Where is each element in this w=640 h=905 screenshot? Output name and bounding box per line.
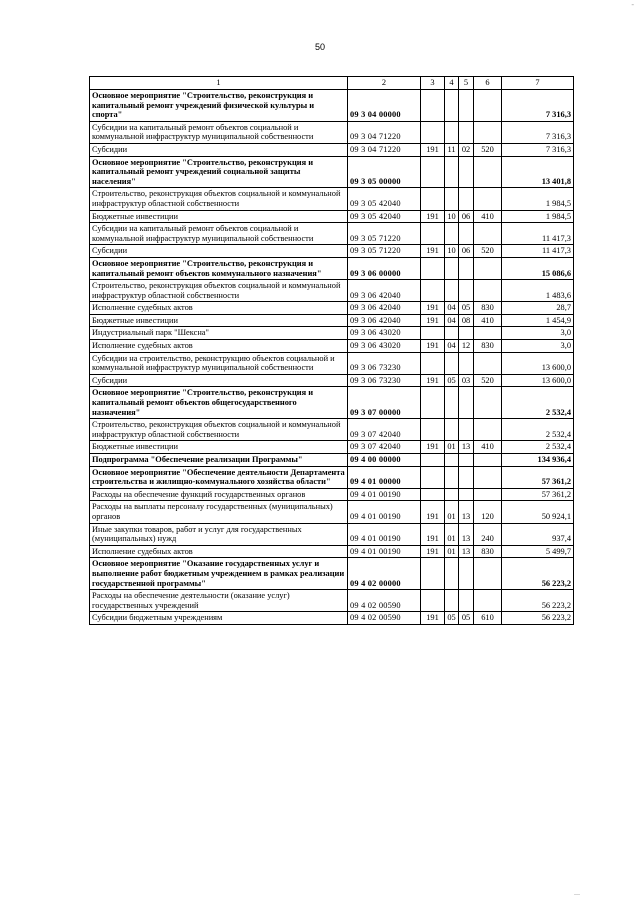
row-col4: 10 <box>445 245 459 258</box>
row-col4 <box>445 223 459 245</box>
col-header-6: 6 <box>474 77 502 90</box>
row-sum: 5 499,7 <box>502 545 574 558</box>
row-code: 09 3 06 42040 <box>348 302 421 315</box>
row-sum: 2 532,4 <box>502 387 574 419</box>
row-col5 <box>459 419 474 441</box>
table-row <box>90 327 574 340</box>
row-col4 <box>445 188 459 210</box>
row-code: 09 3 05 71220 <box>348 223 421 245</box>
row-col4: 01 <box>445 545 459 558</box>
row-name: Расходы на выплаты персоналу государственных (муниципальных) органов <box>90 501 348 523</box>
table-row <box>90 302 574 315</box>
col-header-5: 5 <box>459 77 474 90</box>
row-name: Субсидии <box>90 245 348 258</box>
table-row <box>90 488 574 501</box>
row-code: 09 3 06 00000 <box>348 257 421 279</box>
row-name: Субсидии на капитальный ремонт объектов социальной и коммунальной инфраструктур муниципальной собственности <box>90 121 348 143</box>
row-col3: 191 <box>421 302 445 315</box>
table-row <box>90 188 574 210</box>
row-col5 <box>459 488 474 501</box>
row-col6: 120 <box>474 501 502 523</box>
row-code: 09 4 01 00190 <box>348 523 421 545</box>
table-row <box>90 257 574 279</box>
row-sum: 57 361,2 <box>502 488 574 501</box>
row-name: Субсидии бюджетным учреждениям <box>90 612 348 625</box>
row-name: Иные закупки товаров, работ и услуг для государственных (муниципальных) нужд <box>90 523 348 545</box>
col-header-7: 7 <box>502 77 574 90</box>
table-row <box>90 314 574 327</box>
row-col5 <box>459 558 474 590</box>
row-col5 <box>459 90 474 122</box>
row-code: 09 3 04 71220 <box>348 121 421 143</box>
table-row <box>90 210 574 223</box>
table-row <box>90 340 574 353</box>
row-code: 09 3 06 42040 <box>348 280 421 302</box>
row-col6: 520 <box>474 374 502 387</box>
table-row <box>90 245 574 258</box>
row-col5: 05 <box>459 612 474 625</box>
row-col4 <box>445 387 459 419</box>
row-code: 09 3 07 42040 <box>348 419 421 441</box>
row-col6: 410 <box>474 441 502 454</box>
row-name: Основное мероприятие "Строительство, реконструкция и капитальный ремонт учреждений физической культуры и спорта" <box>90 90 348 122</box>
row-col4 <box>445 121 459 143</box>
row-col4 <box>445 352 459 374</box>
row-col6 <box>474 156 502 188</box>
table-row <box>90 280 574 302</box>
row-sum: 13 600,0 <box>502 374 574 387</box>
row-sum: 28,7 <box>502 302 574 315</box>
row-sum: 56 223,2 <box>502 590 574 612</box>
row-code: 09 3 06 43020 <box>348 327 421 340</box>
row-name: Строительство, реконструкция объектов социальной и коммунальной инфраструктур областной собственности <box>90 280 348 302</box>
row-name: Исполнение судебных актов <box>90 340 348 353</box>
row-sum: 15 086,6 <box>502 257 574 279</box>
header-row <box>90 77 574 90</box>
row-sum: 7 316,3 <box>502 90 574 122</box>
bottom-mark: ... <box>574 888 580 897</box>
row-col5 <box>459 454 474 467</box>
row-col5 <box>459 590 474 612</box>
row-col4 <box>445 454 459 467</box>
row-col6 <box>474 280 502 302</box>
row-code: 09 3 05 71220 <box>348 245 421 258</box>
row-name: Бюджетные инвестиции <box>90 210 348 223</box>
row-col4 <box>445 156 459 188</box>
row-col4: 10 <box>445 210 459 223</box>
row-sum: 937,4 <box>502 523 574 545</box>
table-row <box>90 143 574 156</box>
row-col5: 05 <box>459 302 474 315</box>
row-code: 09 3 05 00000 <box>348 156 421 188</box>
row-col6 <box>474 90 502 122</box>
row-col5 <box>459 223 474 245</box>
row-name: Субсидии <box>90 143 348 156</box>
row-code: 09 3 07 42040 <box>348 441 421 454</box>
row-col3: 191 <box>421 441 445 454</box>
row-col3 <box>421 156 445 188</box>
row-name: Расходы на обеспечение деятельности (оказание услуг) государственных учреждений <box>90 590 348 612</box>
row-name: Основное мероприятие "Строительство, реконструкция и капитальный ремонт учреждений социальной защиты населения" <box>90 156 348 188</box>
row-sum: 3,0 <box>502 327 574 340</box>
table-body <box>90 90 574 625</box>
row-sum: 2 532,4 <box>502 419 574 441</box>
row-col3: 191 <box>421 501 445 523</box>
row-col3 <box>421 488 445 501</box>
row-col3: 191 <box>421 340 445 353</box>
row-col5: 13 <box>459 523 474 545</box>
table-row <box>90 441 574 454</box>
row-code: 09 4 01 00190 <box>348 545 421 558</box>
row-col5: 02 <box>459 143 474 156</box>
row-col4: 05 <box>445 374 459 387</box>
row-code: 09 4 01 00190 <box>348 501 421 523</box>
row-code: 09 4 02 00590 <box>348 612 421 625</box>
row-col6 <box>474 327 502 340</box>
row-name: Бюджетные инвестиции <box>90 441 348 454</box>
row-col6 <box>474 188 502 210</box>
row-code: 09 3 06 43020 <box>348 340 421 353</box>
row-name: Основное мероприятие "Оказание государственных услуг и выполнение работ бюджетным учреждением в рамках реализации государственной программы" <box>90 558 348 590</box>
row-name: Основное мероприятие "Строительство, реконструкция и капитальный ремонт объектов общегосударственного назначения" <box>90 387 348 419</box>
row-code: 09 3 05 42040 <box>348 188 421 210</box>
table-row <box>90 374 574 387</box>
row-sum: 1 483,6 <box>502 280 574 302</box>
row-col3 <box>421 327 445 340</box>
row-col6: 610 <box>474 612 502 625</box>
row-code: 09 4 01 00190 <box>348 488 421 501</box>
row-col6 <box>474 558 502 590</box>
row-col5 <box>459 156 474 188</box>
row-sum: 1 984,5 <box>502 210 574 223</box>
row-col3 <box>421 223 445 245</box>
row-col6 <box>474 257 502 279</box>
row-col5 <box>459 387 474 419</box>
table-row <box>90 501 574 523</box>
row-col5 <box>459 257 474 279</box>
row-col3 <box>421 387 445 419</box>
row-col4 <box>445 327 459 340</box>
row-col6 <box>474 488 502 501</box>
row-sum: 1 454,9 <box>502 314 574 327</box>
row-col3: 191 <box>421 245 445 258</box>
table-row <box>90 545 574 558</box>
row-sum: 13 401,8 <box>502 156 574 188</box>
row-col3: 191 <box>421 314 445 327</box>
row-col3 <box>421 558 445 590</box>
row-col4 <box>445 280 459 302</box>
row-col3 <box>421 466 445 488</box>
row-col6 <box>474 352 502 374</box>
row-sum: 2 532,4 <box>502 441 574 454</box>
row-col5: 08 <box>459 314 474 327</box>
row-col3 <box>421 419 445 441</box>
row-col5: 06 <box>459 210 474 223</box>
row-name: Индустриальный парк "Шексна" <box>90 327 348 340</box>
row-col6: 410 <box>474 314 502 327</box>
table-row <box>90 156 574 188</box>
row-col5: 12 <box>459 340 474 353</box>
row-code: 09 4 02 00000 <box>348 558 421 590</box>
row-col5 <box>459 280 474 302</box>
row-col6: 240 <box>474 523 502 545</box>
row-name: Субсидии на капитальный ремонт объектов социальной и коммунальной инфраструктур муниципальной собственности <box>90 223 348 245</box>
table-row <box>90 90 574 122</box>
row-col6: 410 <box>474 210 502 223</box>
row-col3 <box>421 257 445 279</box>
row-col4 <box>445 257 459 279</box>
row-sum: 13 600,0 <box>502 352 574 374</box>
row-col6 <box>474 419 502 441</box>
row-col6 <box>474 466 502 488</box>
table-row <box>90 523 574 545</box>
row-sum: 7 316,3 <box>502 121 574 143</box>
row-col3 <box>421 352 445 374</box>
row-sum: 56 223,2 <box>502 612 574 625</box>
row-name: Субсидии <box>90 374 348 387</box>
row-col5 <box>459 352 474 374</box>
row-sum: 134 936,4 <box>502 454 574 467</box>
row-col3 <box>421 188 445 210</box>
table-row <box>90 419 574 441</box>
row-code: 09 3 07 00000 <box>348 387 421 419</box>
row-col4 <box>445 90 459 122</box>
table-row <box>90 466 574 488</box>
budget-table <box>89 76 574 625</box>
row-name: Основное мероприятие "Строительство, реконструкция и капитальный ремонт объектов коммунального назначения" <box>90 257 348 279</box>
row-col6 <box>474 387 502 419</box>
row-sum: 11 417,3 <box>502 223 574 245</box>
row-col3 <box>421 121 445 143</box>
row-col5: 13 <box>459 545 474 558</box>
table-row <box>90 558 574 590</box>
table-row <box>90 454 574 467</box>
row-col4 <box>445 466 459 488</box>
row-col3: 191 <box>421 523 445 545</box>
row-col4: 04 <box>445 302 459 315</box>
row-col4: 01 <box>445 441 459 454</box>
row-code: 09 3 06 42040 <box>348 314 421 327</box>
row-sum: 1 984,5 <box>502 188 574 210</box>
corner-mark: - <box>631 0 634 9</box>
row-name: Исполнение судебных актов <box>90 302 348 315</box>
row-sum: 50 924,1 <box>502 501 574 523</box>
row-sum: 56 223,2 <box>502 558 574 590</box>
row-col5: 13 <box>459 441 474 454</box>
row-col5: 06 <box>459 245 474 258</box>
row-name: Исполнение судебных актов <box>90 545 348 558</box>
row-name: Основное мероприятие "Обеспечение деятельности Департамента строительства и жилищно-коммунального хозяйства области" <box>90 466 348 488</box>
row-name: Бюджетные инвестиции <box>90 314 348 327</box>
row-col4: 04 <box>445 314 459 327</box>
row-col5 <box>459 121 474 143</box>
row-col6 <box>474 590 502 612</box>
row-sum: 57 361,2 <box>502 466 574 488</box>
row-code: 09 3 06 73230 <box>348 374 421 387</box>
row-col4: 05 <box>445 612 459 625</box>
col-header-1: 1 <box>90 77 348 90</box>
row-col5 <box>459 327 474 340</box>
table-row <box>90 121 574 143</box>
row-code: 09 3 05 42040 <box>348 210 421 223</box>
row-col4: 01 <box>445 501 459 523</box>
row-col3: 191 <box>421 545 445 558</box>
row-name: Субсидии на строительство, реконструкцию объектов социальной и коммунальной инфраструктур муниципальной собственности <box>90 352 348 374</box>
row-name: Строительство, реконструкция объектов социальной и коммунальной инфраструктур областной собственности <box>90 188 348 210</box>
row-col6: 520 <box>474 245 502 258</box>
row-col6 <box>474 223 502 245</box>
table-row <box>90 223 574 245</box>
row-sum: 3,0 <box>502 340 574 353</box>
row-col4 <box>445 419 459 441</box>
col-header-2: 2 <box>348 77 421 90</box>
row-col6 <box>474 121 502 143</box>
row-code: 09 3 04 00000 <box>348 90 421 122</box>
row-col4 <box>445 590 459 612</box>
row-col3: 191 <box>421 374 445 387</box>
row-name: Подпрограмма "Обеспечение реализации Программы" <box>90 454 348 467</box>
row-name: Строительство, реконструкция объектов социальной и коммунальной инфраструктур областной собственности <box>90 419 348 441</box>
row-col6: 830 <box>474 340 502 353</box>
row-col6: 520 <box>474 143 502 156</box>
row-col5: 03 <box>459 374 474 387</box>
col-header-4: 4 <box>445 77 459 90</box>
row-name: Расходы на обеспечение функций государственных органов <box>90 488 348 501</box>
row-col6 <box>474 454 502 467</box>
row-col3 <box>421 280 445 302</box>
row-sum: 7 316,3 <box>502 143 574 156</box>
row-code: 09 4 02 00590 <box>348 590 421 612</box>
row-code: 09 4 01 00000 <box>348 466 421 488</box>
table-row <box>90 590 574 612</box>
row-code: 09 4 00 00000 <box>348 454 421 467</box>
row-col4: 11 <box>445 143 459 156</box>
row-col6: 830 <box>474 302 502 315</box>
row-col4: 04 <box>445 340 459 353</box>
row-col4 <box>445 488 459 501</box>
row-col5 <box>459 466 474 488</box>
row-col6: 830 <box>474 545 502 558</box>
table-row <box>90 612 574 625</box>
row-code: 09 3 04 71220 <box>348 143 421 156</box>
row-col3: 191 <box>421 210 445 223</box>
row-col3 <box>421 590 445 612</box>
row-sum: 11 417,3 <box>502 245 574 258</box>
row-col4: 01 <box>445 523 459 545</box>
row-code: 09 3 06 73230 <box>348 352 421 374</box>
row-col3: 191 <box>421 612 445 625</box>
table-row <box>90 387 574 419</box>
row-col3: 191 <box>421 143 445 156</box>
row-col3 <box>421 454 445 467</box>
col-header-3: 3 <box>421 77 445 90</box>
page-number: 50 <box>314 42 325 52</box>
row-col5: 13 <box>459 501 474 523</box>
row-col5 <box>459 188 474 210</box>
row-col4 <box>445 558 459 590</box>
row-col3 <box>421 90 445 122</box>
table-row <box>90 352 574 374</box>
